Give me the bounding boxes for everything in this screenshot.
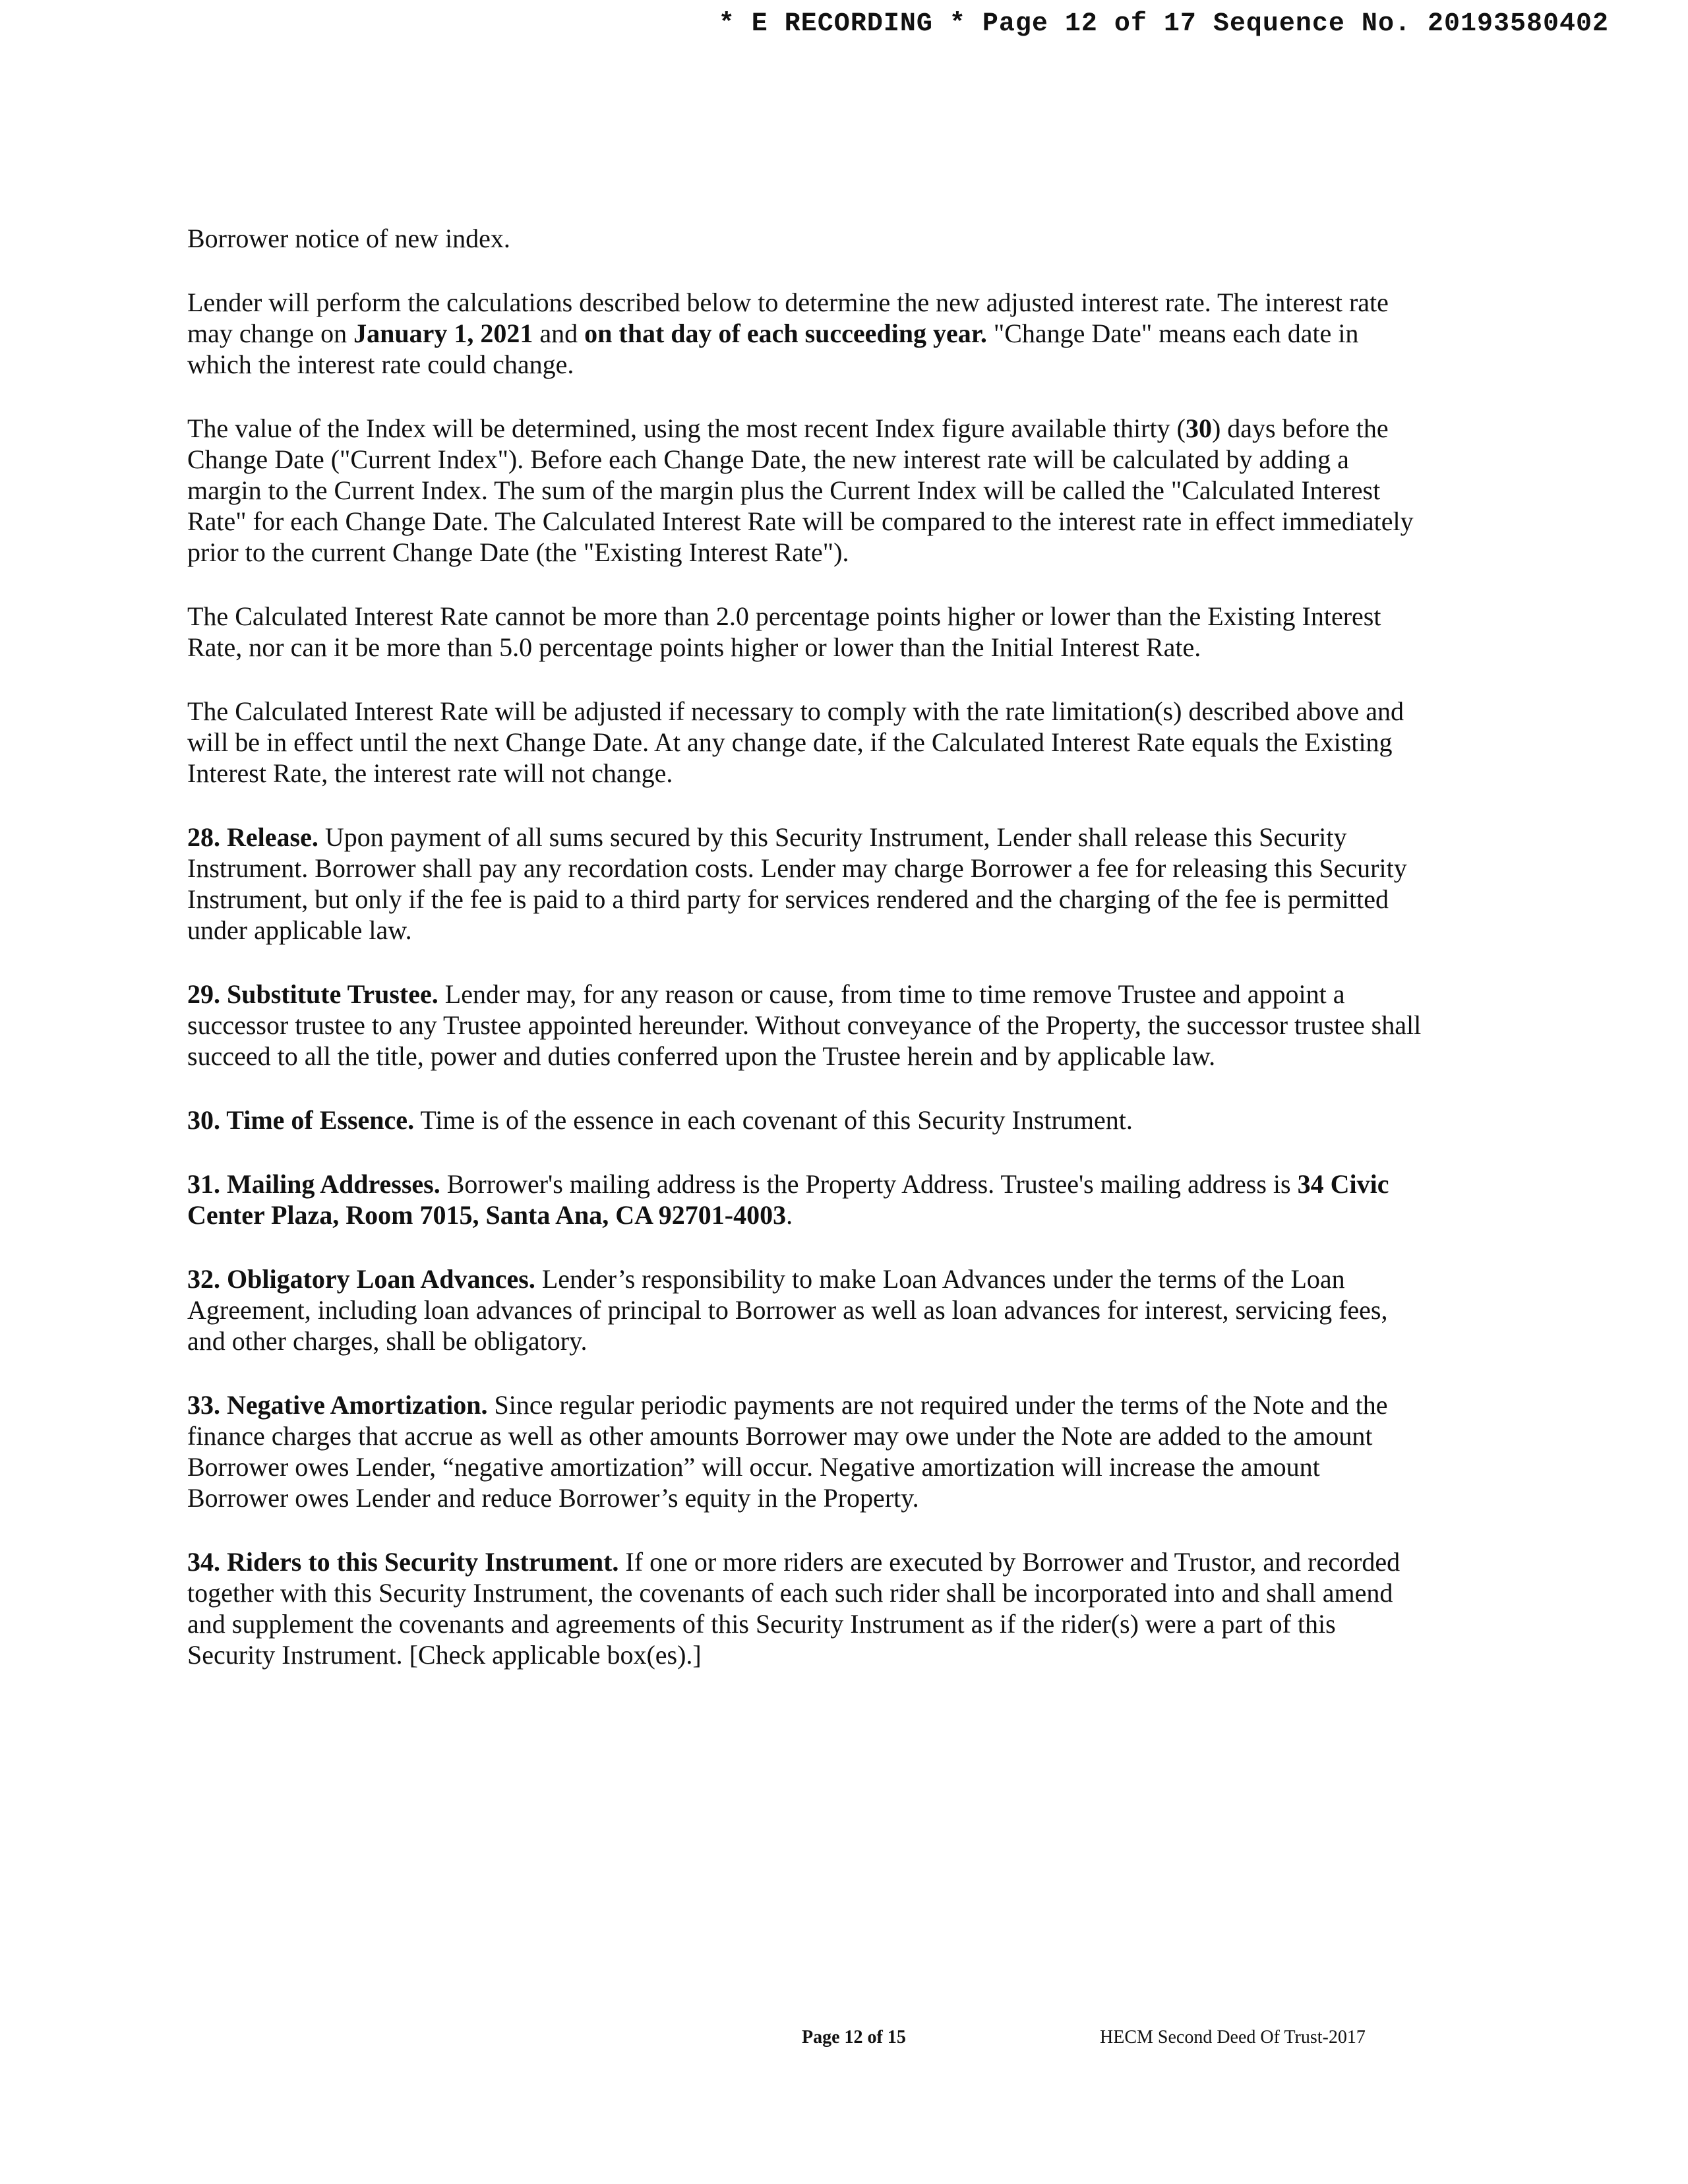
paragraph-text: Lender’s responsibility to make Loan Advances under the terms of the Loan Agreement, including loan advances of principal to Borrower as well as loan advances for interest, servicing fees, and other charges, shall be obligatory. [187,1264,1388,1356]
paragraph [187,223,1427,254]
section-heading: 33. Negative Amortization. [187,1390,488,1420]
paragraph [187,601,1427,663]
recording-stamp: * E RECORDING * Page 12 of 17 Sequence No. 20193580402 [718,9,1609,39]
paragraph-text: The value of the Index will be determined, using the most recent Index figure available thirty ( [187,413,1186,443]
section-s29 [187,979,1427,1072]
paragraph-text: Time is of the essence in each covenant of this Security Instrument. [414,1105,1133,1135]
section-heading: 30. Time of Essence. [187,1105,415,1135]
section-heading: 28. Release. [187,822,318,852]
paragraph-text: Lender will perform the calculations described below to determine the new adjusted interest rate. The interest rate may change on [187,288,1389,348]
section-heading: 31. Mailing Addresses. [187,1169,440,1199]
section-s34 [187,1546,1427,1670]
paragraph-text: ) days before the Change Date ("Current Index"). Before each Change Date, the new interest rate will be calculated by adding a margin to the Current Index. The sum of the margin plus the Current Index will be called the "Calculated Interest Rate" for each Change Date. The Calculated Interest Rate will be compared to the interest rate in effect immediately prior to the current Change Date (the "Existing Interest Rate"). [187,413,1414,567]
paragraph-text: If one or more riders are executed by Borrower and Trustor, and recorded together with this Security Instrument, the covenants of each such rider shall be incorporated into and shall amend and supplement the covenants and agreements of this Security Instrument as if the rider(s) were a part of this Security Instrument. [Check applicable box(es).] [187,1547,1401,1670]
section-s28 [187,822,1427,946]
document-body [187,223,1427,1703]
paragraph-text: "Change Date" means each date in which the interest rate could change. [187,318,1359,379]
section-heading: 29. Substitute Trustee. [187,979,438,1009]
paragraph-text: Borrower notice of new index. [187,224,510,253]
section-s32 [187,1263,1427,1356]
section-s30 [187,1105,1427,1136]
page-number: Page 12 of 15 [802,2027,906,2048]
emphasized-text: 30 [1185,413,1212,443]
paragraph [187,413,1427,568]
paragraph [187,287,1427,380]
paragraph [187,696,1427,789]
section-heading: 32. Obligatory Loan Advances. [187,1264,535,1294]
paragraph-text: Borrower's mailing address is the Property Address. Trustee's mailing address is [440,1169,1298,1199]
section-heading: 34. Riders to this Security Instrument. [187,1547,619,1577]
emphasized-text: on that day of each succeeding year. [584,318,987,348]
paragraph-text: . [786,1200,793,1230]
paragraph-text: Lender may, for any reason or cause, from time to time remove Trustee and appoint a successor trustee to any Trustee appointed hereunder. Without conveyance of the Property, the successor trustee shall succeed to all the title, power and duties conferred upon the Trustee herein and by applicable law. [187,979,1422,1071]
form-name: HECM Second Deed Of Trust-2017 [1100,2027,1366,2048]
paragraph-text: The Calculated Interest Rate will be adjusted if necessary to comply with the rate limitation(s) described above and will be in effect until the next Change Date. At any change date, if the Calculated Interest Rate equals the Existing Interest Rate, the interest rate will not change. [187,696,1404,788]
emphasized-text: 34 Civic Center Plaza, Room 7015, Santa Ana, CA 92701-4003 [187,1169,1389,1230]
section-s31 [187,1168,1427,1230]
paragraph-text: Since regular periodic payments are not required under the terms of the Note and the finance charges that accrue as well as other amounts Borrower may owe under the Note are added to the amount Borrower owes Lender, “negative amortization” will occur. Negative amortization will increase the amount Borrower owes Lender and reduce Borrower’s equity in the Property. [187,1390,1388,1513]
paragraph-text: Upon payment of all sums secured by this Security Instrument, Lender shall release this Security Instrument. Borrower shall pay any recordation costs. Lender may charge Borrower a fee for releasing this Security Instrument, but only if the fee is paid to a third party for services rendered and the charging of the fee is permitted under applicable law. [187,822,1407,945]
page-footer [0,2027,1688,2053]
paragraph-text: The Calculated Interest Rate cannot be more than 2.0 percentage points higher or lower than the Existing Interest Rate, nor can it be more than 5.0 percentage points higher or lower than the Initial Interest Rate. [187,601,1381,662]
emphasized-text: January 1, 2021 [353,318,533,348]
section-s33 [187,1389,1427,1513]
paragraph-text: and [533,318,585,348]
